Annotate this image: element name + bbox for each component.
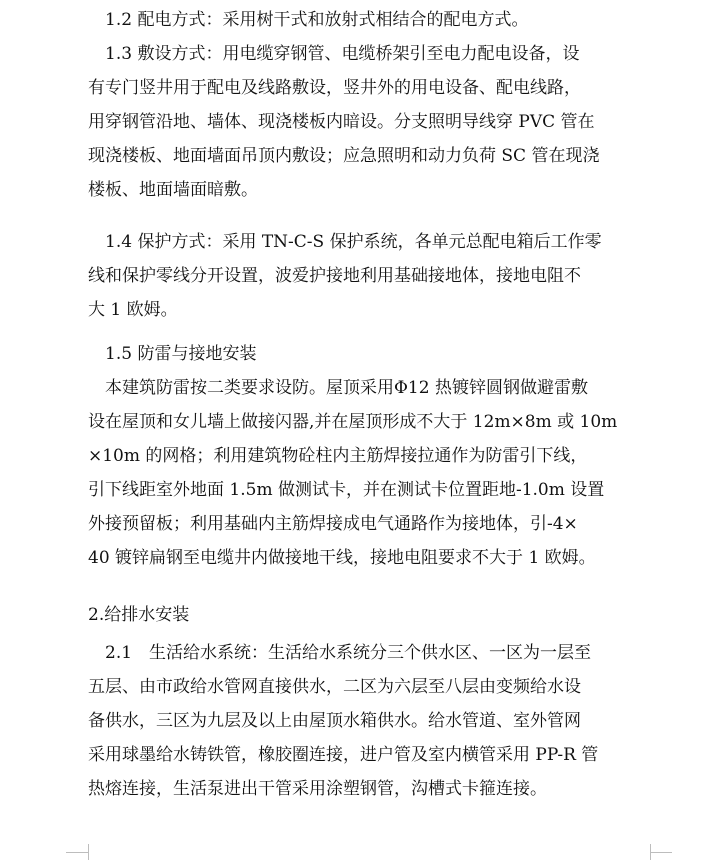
text-line: ×10m 的网格；利用建筑物砼柱内主筋焊接拉通作为防雷引下线，	[88, 446, 588, 466]
text-line: 热熔连接，生活泵进出干管采用涂塑钢管，沟槽式卡箍连接。	[88, 779, 547, 799]
text-line: 40 镀锌扁钢至电缆井内做接地干线，接地电阻要求不大于 1 欧姆。	[88, 548, 596, 568]
paragraph-laying-method	[88, 37, 599, 207]
paragraph-domestic-water-system	[88, 636, 598, 806]
text-line: 楼板、地面墙面暗敷。	[88, 180, 258, 200]
text-line: 1.3 敷设方式：用电缆穿钢管、电缆桥架引至电力配电设备，设	[105, 44, 580, 64]
text-line: 用穿钢管沿地、墙体、现浇楼板内暗设。分支照明导线穿 PVC 管在	[88, 112, 595, 132]
heading-lightning-grounding	[88, 337, 256, 371]
text-line: 1.2 配电方式：采用树干式和放射式相结合的配电方式。	[105, 10, 529, 30]
text-line: 有专门竖井用于配电及线路敷设，竖井外的用电设备、配电线路，	[88, 78, 581, 98]
text-line: 采用球墨给水铸铁管，橡胶圈连接，进户管及室内横管采用 PP-R 管	[88, 745, 599, 765]
text-line: 本建筑防雷按二类要求设防。屋顶采用Φ12 热镀锌圆钢做避雷敷	[105, 378, 588, 398]
text-line: 2.1 生活给水系统：生活给水系统分三个供水区、一区为一层至	[105, 643, 592, 663]
heading-water-supply	[88, 598, 189, 632]
text-line: 线和保护零线分开设置，波爱护接地利用基础接地体，接地电阻不	[88, 266, 581, 286]
text-line: 备供水，三区为九层及以上由屋顶水箱供水。给水管道、室外管网	[88, 711, 581, 731]
text-line: 五层、由市政给水管网直接供水，二区为六层至八层由变频给水设	[88, 677, 581, 697]
text-line: 2.给排水安装	[88, 605, 190, 625]
text-line: 现浇楼板、地面墙面吊顶内敷设；应急照明和动力负荷 SC 管在现浇	[88, 146, 600, 166]
paragraph-distribution-mode	[88, 3, 528, 37]
text-line: 1.5 防雷与接地安装	[105, 344, 257, 364]
page-corner-mark-right-vertical	[650, 844, 651, 860]
paragraph-lightning-protection	[88, 371, 617, 575]
text-line: 引下线距室外地面 1.5m 做测试卡，并在测试卡位置距地-1.0m 设置	[88, 480, 605, 500]
text-line: 1.4 保护方式：采用 TN-C-S 保护系统，各单元总配电箱后工作零	[105, 232, 602, 252]
text-line: 外接预留板；利用基础内主筋焊接成电气通路作为接地体，引-4×	[88, 514, 578, 534]
paragraph-protection-mode	[88, 225, 602, 327]
text-line: 大 1 欧姆。	[88, 300, 178, 320]
page-corner-mark-left-vertical	[88, 844, 89, 860]
text-line: 设在屋顶和女儿墙上做接闪器,并在屋顶形成不大于 12m×8m 或 10m	[88, 412, 618, 432]
